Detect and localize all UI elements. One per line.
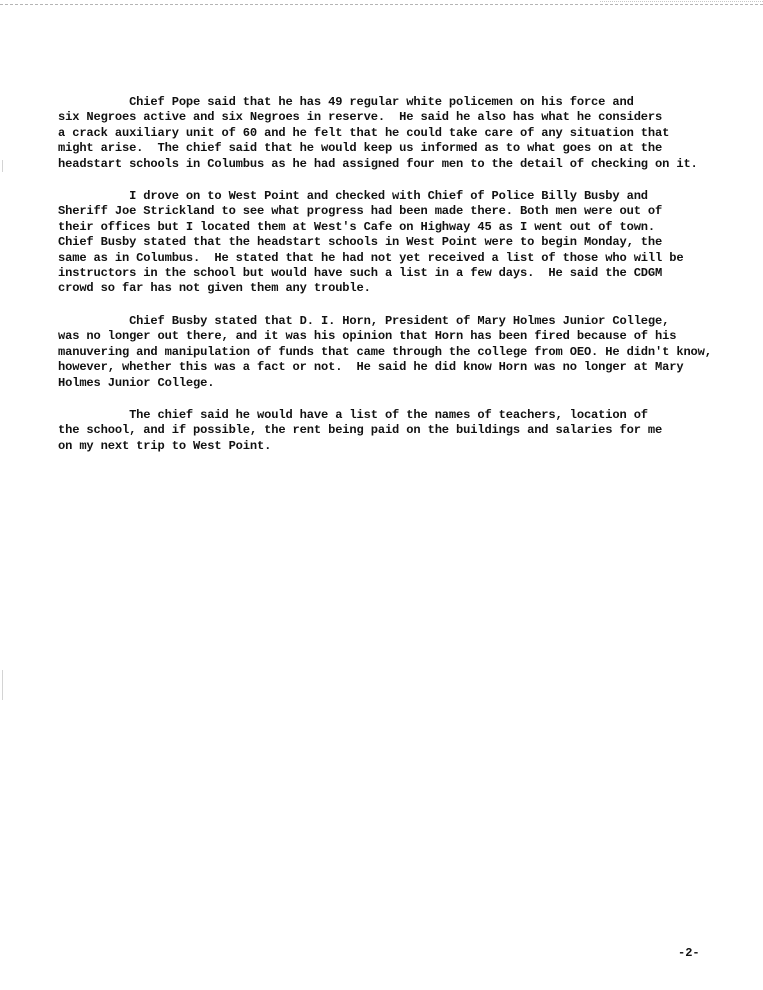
top-edge-rule — [0, 4, 763, 5]
top-edge-mark — [600, 1, 763, 2]
paragraph-horn: Chief Busby stated that D. I. Horn, President of Mary Holmes Junior College, was no longer out there, and it was his opinion that Horn has been fired because of his manuvering and manipulation of funds that came through the college from OEO. He didn't know, however, whether this was a fact or not. He said he did know Horn was no longer at Mary Holmes Junior College. — [58, 313, 712, 390]
paragraph-chief-pope: Chief Pope said that he has 49 regular white policemen on his force and six Negroes active and six Negroes in reserve. He said he also has what he considers a crack auxiliary unit of 60 and he felt that he could take care of any situation that might arise. The chief said that he would keep us informed as to what goes on at the headstart schools in Columbus as he had assigned four men to the detail of checking on it. — [58, 95, 698, 171]
page-number: -2- — [678, 946, 700, 960]
left-margin-mark — [2, 670, 3, 700]
left-margin-mark — [2, 160, 3, 172]
paragraph-west-point: I drove on to West Point and checked with Chief of Police Billy Busby and Sheriff Joe Strickland to see what progress had been made there. Both men were out of their offices but I located them at West's Cafe on Highway 45 as I went out of town. Chief Busby stated that the headstart schools in West Point were to begin Monday, the same as in Columbus. He stated that he had not yet received a list of those who will be instructors in the school but would have such a list in a few days. He said the CDGM crowd so far has not given them any trouble. — [58, 189, 684, 296]
document-body — [58, 95, 754, 471]
paragraph-teacher-list: The chief said he would have a list of the names of teachers, location of the school, and if possible, the rent being paid on the buildings and salaries for me on my next trip to West Point. — [58, 407, 663, 453]
